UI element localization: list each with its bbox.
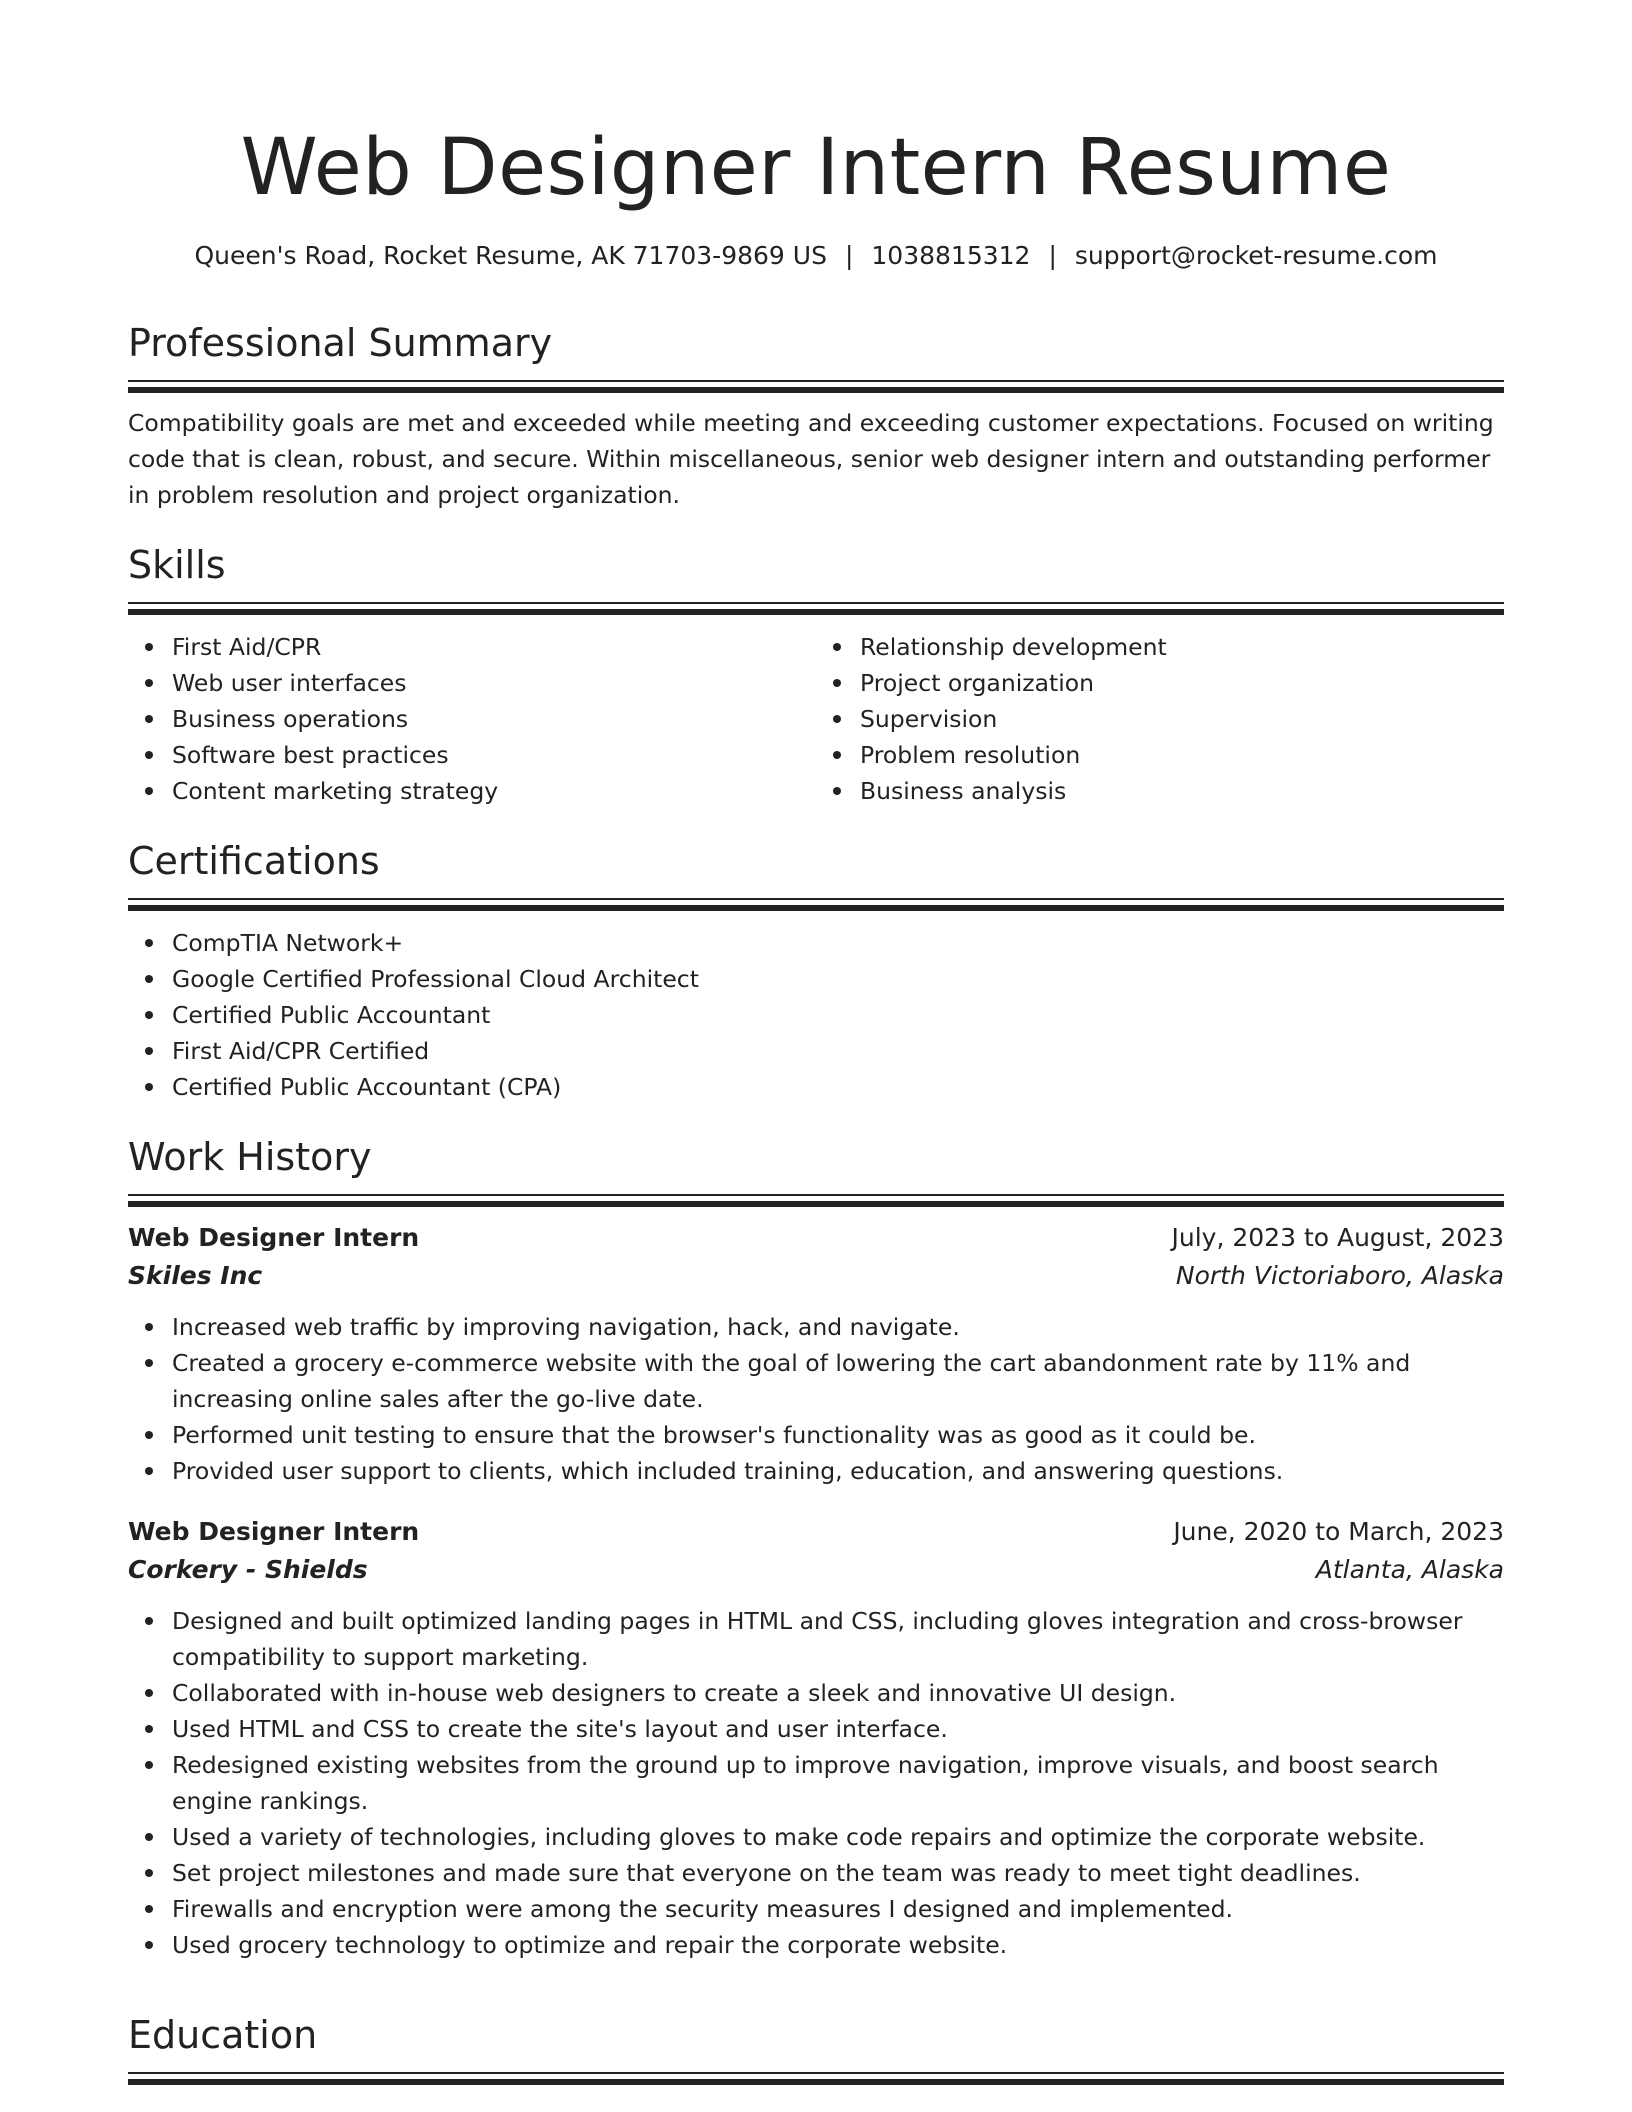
skills-list-left [128, 629, 816, 809]
certifications-heading: Certifications [128, 839, 380, 883]
job-bullet-list [128, 1309, 1504, 1489]
job-location: North Victoriaboro, Alaska [1175, 1261, 1504, 1290]
skill-item: Problem resolution [860, 737, 1504, 773]
job-dates: June, 2020 to March, 2023 [1173, 1517, 1504, 1546]
certification-item: Certified Public Accountant (CPA) [172, 1069, 1504, 1105]
contact-separator: | [844, 241, 854, 270]
certifications-list [128, 925, 1504, 1105]
summary-heading: Professional Summary [128, 321, 553, 365]
job-dates: July, 2023 to August, 2023 [1171, 1223, 1504, 1252]
certification-item: Google Certified Professional Cloud Architect [172, 961, 1504, 997]
job-bullet: Used grocery technology to optimize and repair the corporate website. [172, 1927, 1504, 1963]
job-bullet: Firewalls and encryption were among the security measures I designed and implemented. [172, 1891, 1504, 1927]
skill-item: Web user interfaces [172, 665, 816, 701]
certifications-section [128, 836, 1504, 1105]
skills-columns [128, 629, 1504, 809]
contact-email: support@rocket-resume.com [1074, 241, 1438, 270]
job-bullet: Used HTML and CSS to create the site's layout and user interface. [172, 1711, 1504, 1747]
skill-item: Business analysis [860, 773, 1504, 809]
skill-item: Relationship development [860, 629, 1504, 665]
section-divider [128, 1194, 1504, 1207]
certification-item: Certified Public Accountant [172, 997, 1504, 1033]
job-bullet: Collaborated with in-house web designers to create a sleek and innovative UI design. [172, 1675, 1504, 1711]
education-heading: Education [128, 2013, 318, 2057]
certification-item: CompTIA Network+ [172, 925, 1504, 961]
job-entry [128, 1513, 1504, 1963]
section-divider [128, 602, 1504, 615]
job-bullet: Performed unit testing to ensure that the browser's functionality was as good as it could be. [172, 1417, 1504, 1453]
skills-section [128, 540, 1504, 809]
skills-list-right [816, 629, 1504, 809]
job-bullet-list [128, 1603, 1504, 1963]
job-company: Skiles Inc [128, 1261, 263, 1290]
contact-line [128, 238, 1504, 274]
work-history-section [128, 1132, 1504, 1963]
skill-item: Project organization [860, 665, 1504, 701]
job-bullet: Redesigned existing websites from the ground up to improve navigation, improve visuals, and boost search engine rankings. [172, 1747, 1504, 1819]
section-divider [128, 380, 1504, 393]
contact-phone: 1038815312 [871, 241, 1031, 270]
job-location: Atlanta, Alaska [1315, 1555, 1504, 1584]
job-bullet: Created a grocery e-commerce website with the goal of lowering the cart abandonment rate by 11% and increasing online sales after the go-live date. [172, 1345, 1504, 1417]
job-bullet: Increased web traffic by improving navigation, hack, and navigate. [172, 1309, 1504, 1345]
summary-text: Compatibility goals are met and exceeded while meeting and exceeding customer expectations. Focused on writing code that is clean, robust, and secure. Within miscellaneous, senior web designer intern and outstanding performer in problem resolution and project organization. [128, 409, 1494, 509]
education-section [128, 2010, 1504, 2085]
job-title: Web Designer Intern [128, 1223, 420, 1252]
contact-address: Queen's Road, Rocket Resume, AK 71703-9869 US [194, 241, 827, 270]
job-bullet: Set project milestones and made sure that everyone on the team was ready to meet tight deadlines. [172, 1855, 1504, 1891]
job-title: Web Designer Intern [128, 1517, 420, 1546]
job-bullet: Designed and built optimized landing pages in HTML and CSS, including gloves integration and cross-browser compatibility to support marketing. [172, 1603, 1504, 1675]
summary-section [128, 318, 1504, 513]
resume-title: Web Designer Intern Resume [240, 123, 1392, 213]
skill-item: Business operations [172, 701, 816, 737]
section-divider [128, 898, 1504, 911]
job-bullet: Used a variety of technologies, including gloves to make code repairs and optimize the corporate website. [172, 1819, 1504, 1855]
skill-item: Supervision [860, 701, 1504, 737]
skill-item: Software best practices [172, 737, 816, 773]
contact-separator: | [1048, 241, 1057, 270]
job-entry [128, 1219, 1504, 1489]
skill-item: Content marketing strategy [172, 773, 816, 809]
skill-item: First Aid/CPR [172, 629, 816, 665]
section-divider [128, 2072, 1504, 2085]
job-bullet: Provided user support to clients, which included training, education, and answering questions. [172, 1453, 1504, 1489]
certification-item: First Aid/CPR Certified [172, 1033, 1504, 1069]
work-history-heading: Work History [128, 1135, 372, 1179]
job-company: Corkery - Shields [128, 1555, 368, 1584]
skills-heading: Skills [128, 543, 226, 587]
